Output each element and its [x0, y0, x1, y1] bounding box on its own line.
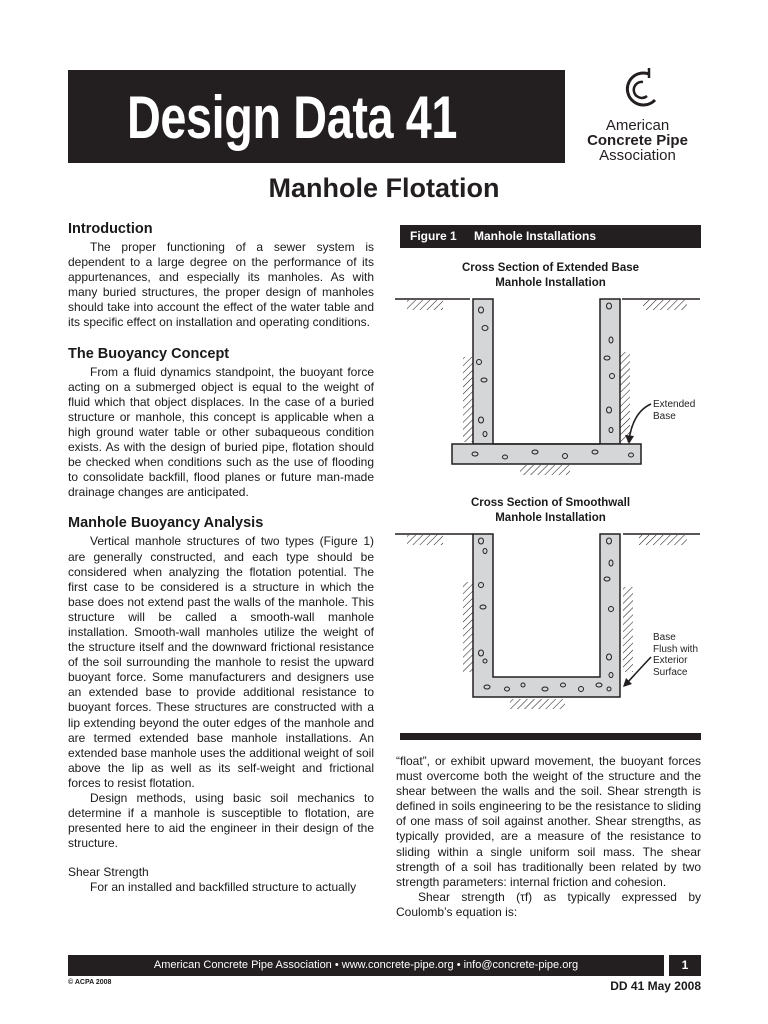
diagram-2-caption-line-2: Manhole Installation — [495, 511, 606, 524]
document-id: DD 41 May 2008 — [610, 979, 701, 993]
diagram-1-caption — [400, 261, 701, 290]
smoothwall-diagram — [395, 527, 705, 722]
right-column — [396, 754, 701, 920]
diagram-1-caption-line-2: Manhole Installation — [495, 276, 606, 289]
logo-line-concrete-pipe: Concrete Pipe — [587, 132, 688, 149]
right-paragraph-1: “float”, or exhibit upward movement, the buoyant forces must overcome both the weight of the structure and the shear between the walls and the soil. Shear strength is defined in soils engineering to be the resistance to sliding of one mass of soil against another. Shear strengths, as typically provided, are a measure of the resistance to sliding within a single uniform soil mass. The shear strength of a soil has traditionally been related by two strength parameters: internal friction and cohesion. — [396, 754, 701, 889]
logo-line-association: Association — [599, 147, 676, 164]
analysis-paragraph-1: Vertical manhole structures of two types (Figure 1) are generally constructed, and each type should be considered when analyzing the flotation potential. The first case to be considered is a structure in which the base does not extend past the walls of the manhole. This structure will be called a smooth-wall manhole installation. Smooth-wall manholes utilize the weight of the structure itself and the downward frictional resistance of the soil surrounding the manhole to resist the upward buoyant force. Some manufacturers and designers use an extended base to provide additional resistance to buoyant forces. These structures are constructed with a lip extending beyond the outer edges of the manhole and are termed extended base manhole installations. An extended base manhole uses the additional weight of soil above the lip as well as its self-weight and frictional forces to resist flotation. — [68, 534, 374, 790]
extended-base-label-line-2: Base — [653, 410, 676, 422]
page-number: 1 — [669, 955, 701, 976]
logo-line-american: American — [605, 117, 670, 134]
base-flush-label-line-3: Exterior — [653, 655, 688, 666]
document-title: Design Data 41 — [127, 84, 458, 151]
shear-strength-subheading: Shear Strength — [68, 865, 149, 880]
analysis-paragraph-3: For an installed and backfilled structure to actually — [90, 880, 357, 895]
acpa-logo-icon — [619, 66, 663, 114]
footer-contact-bar: American Concrete Pipe Association • www.concrete-pipe.org • info@concrete-pipe.org — [68, 955, 664, 976]
copyright-notice: © ACPA 2008 — [68, 979, 112, 986]
base-flush-label-line-4: Surface — [653, 666, 688, 678]
buoyancy-heading: The Buoyancy Concept — [68, 345, 230, 362]
figure-bottom-rule — [400, 733, 701, 740]
acpa-logo-text — [570, 118, 705, 163]
intro-heading: Introduction — [68, 221, 153, 237]
extended-base-label-line-1: Extended — [653, 399, 696, 410]
base-flush-label — [653, 632, 698, 678]
figure-header — [400, 225, 701, 248]
base-flush-label-line-2: Flush with — [653, 643, 699, 655]
diagram-2-caption-line-1: Cross Section of Smoothwall — [470, 497, 631, 509]
figure-number: Figure 1 — [410, 229, 457, 243]
analysis-heading: Manhole Buoyancy Analysis — [68, 515, 264, 532]
right-paragraph-2: Shear strength (τf) as typically expressed by Coulomb’s equation is: — [396, 889, 701, 919]
buoyancy-paragraph: From a fluid dynamics standpoint, the buoyant force acting on a submerged object is equal to the weight of fluid which that object displaces. In the case of a buried structure or manhole, this concept is applicable when a high ground water table or other subaqueous condition exists. As with the design of buried pipe, flotation should be checked when conditions such as the use of flooding to consolidate backfill, flood planes or future man-made drainage changes are anticipated. — [68, 364, 374, 500]
base-flush-label-line-1: Base — [653, 632, 676, 643]
figure-title: Manhole Installations — [474, 229, 597, 243]
page-title: Manhole Flotation — [268, 173, 500, 203]
diagram-2-caption — [400, 496, 701, 525]
extended-base-label — [653, 399, 695, 422]
diagram-1-caption-line-1: Cross Section of Extended Base — [461, 262, 640, 274]
analysis-paragraph-2: Design methods, using basic soil mechanics to determine if a manhole is susceptible to flotation, are presented here to aid the engineer in their design of the structure. — [68, 791, 374, 851]
extended-base-diagram — [395, 292, 705, 482]
intro-paragraph: The proper functioning of a sewer system is dependent to a large degree on the performance of its appurtenances, and especially its manholes. As with many buried structures, the proper design of manholes should take into account the effect of the water table and its specific effect on installation and operating conditions. — [68, 240, 374, 330]
left-column — [68, 220, 374, 896]
